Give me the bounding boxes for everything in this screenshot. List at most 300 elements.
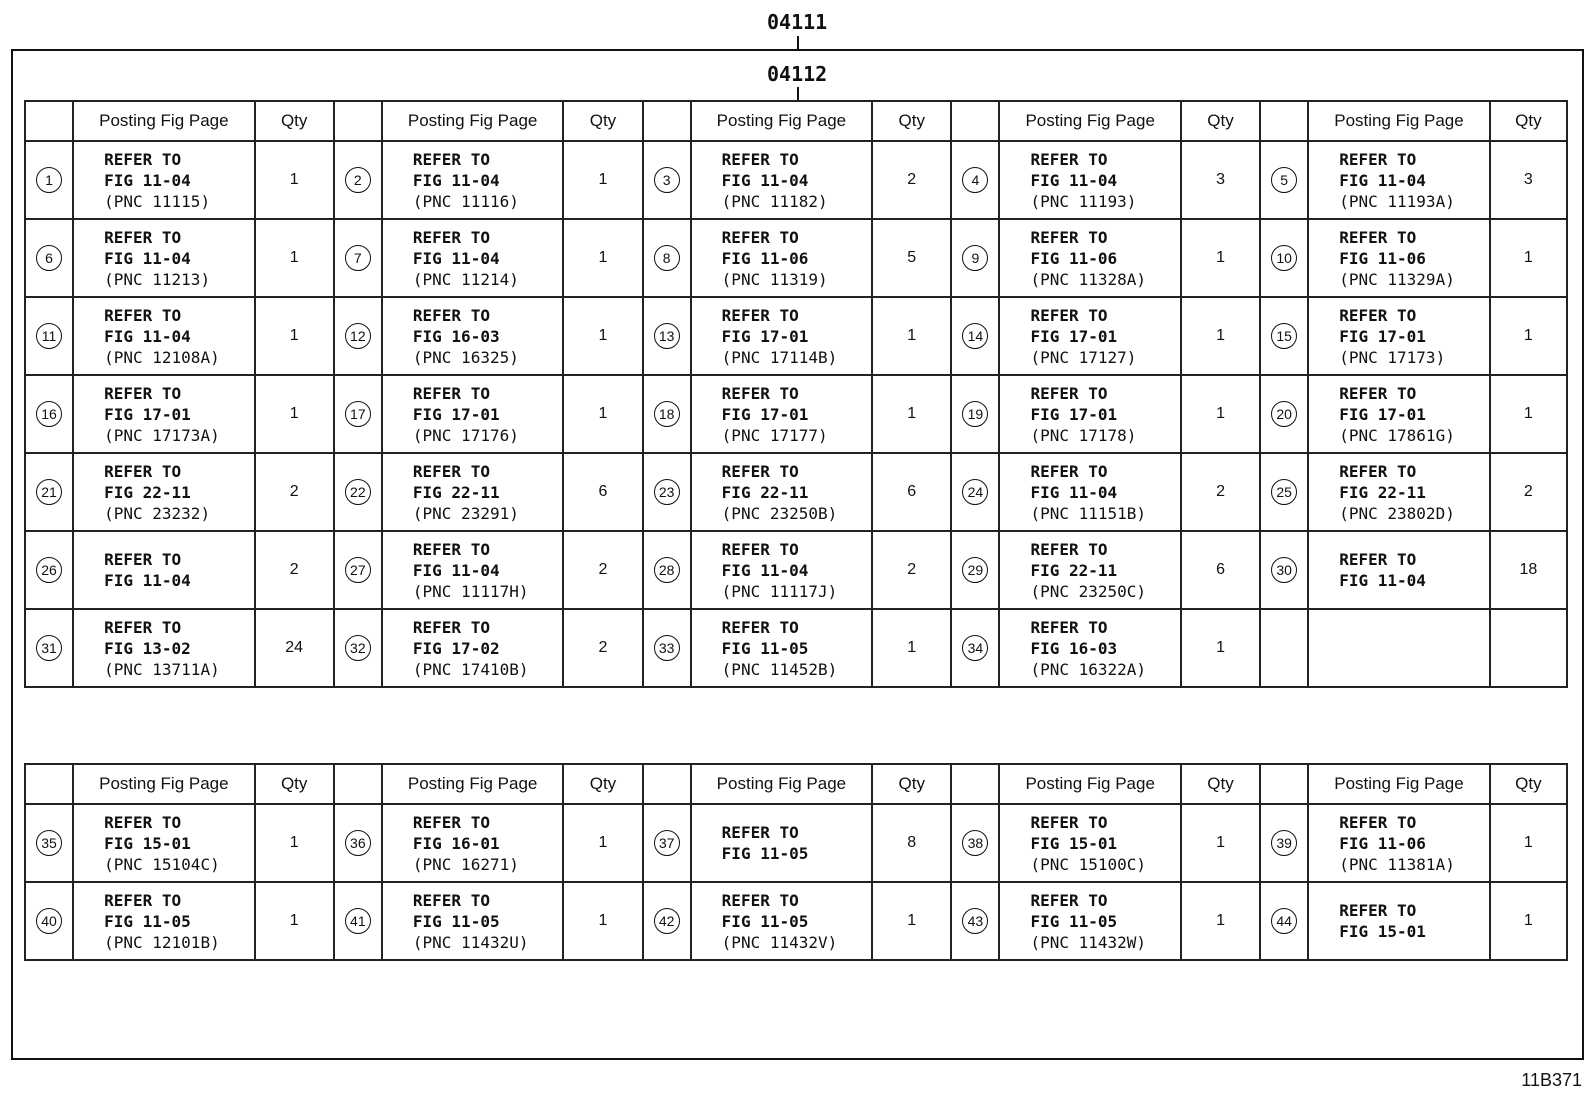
refer-to-text: REFER TO [1339,383,1417,403]
leader-line-04111 [797,36,799,50]
callout-cell [951,453,999,531]
table-row [25,219,1567,297]
qty-value: 2 [1490,453,1567,531]
pnc-reference: (PNC 17177) [721,425,828,445]
posting-fig-page-cell [999,609,1180,687]
callout-cell [1260,375,1308,453]
posting-fig-page-cell [73,141,254,219]
callout-cell [1260,804,1308,882]
pnc-reference: (PNC 17173A) [104,425,220,445]
posting-fig-page-cell [382,804,563,882]
callout-cell [643,375,691,453]
header-blank [25,764,73,804]
header-qty: Qty [1490,101,1567,141]
callout-number: 26 [36,557,62,583]
fig-reference: FIG 11-04 [721,560,809,580]
callout-cell [1260,609,1308,687]
callout-cell [25,375,73,453]
callout-cell [643,297,691,375]
callout-cell [1260,219,1308,297]
fig-reference: FIG 11-04 [1339,170,1426,190]
qty-value: 1 [255,297,334,375]
pnc-reference: (PNC 11117J) [721,581,838,601]
header-qty: Qty [872,764,951,804]
callout-number: 42 [654,908,680,934]
header-qty: Qty [255,764,334,804]
refer-to-text: REFER TO [1339,461,1417,481]
refer-to-text: REFER TO [721,617,799,637]
qty-value: 1 [563,141,642,219]
qty-value: 1 [1490,804,1567,882]
header-posting-fig-page: Posting Fig Page [1308,101,1489,141]
fig-reference: FIG 15-01 [104,833,191,853]
refer-to-text: REFER TO [721,461,799,481]
fig-reference: FIG 17-02 [412,638,500,658]
pnc-reference: (PNC 11214) [412,269,519,289]
qty-value: 1 [563,219,642,297]
header-posting-fig-page: Posting Fig Page [382,101,563,141]
callout-number: 13 [654,323,680,349]
callout-number: 21 [36,479,62,505]
posting-fig-page-cell [1308,375,1489,453]
callout-cell [334,453,382,531]
callout-number: 20 [1271,401,1297,427]
posting-fig-page-cell [691,453,872,531]
fig-reference: FIG 11-04 [1030,170,1118,190]
fig-reference: FIG 11-05 [721,844,809,863]
posting-fig-page-cell [1308,453,1489,531]
table-row [25,531,1567,609]
callout-number: 15 [1271,323,1297,349]
qty-value: 18 [1490,531,1567,609]
callout-cell [1260,531,1308,609]
qty-value: 1 [255,882,334,960]
fig-reference: FIG 11-05 [1030,911,1118,931]
pnc-reference: (PNC 11117H) [412,581,529,601]
refer-to-text: REFER TO [1339,227,1417,247]
callout-number: 8 [654,245,680,271]
callout-cell [643,609,691,687]
posting-fig-page-cell [1308,804,1489,882]
refer-to-text: REFER TO [1339,305,1417,325]
header-qty: Qty [563,101,642,141]
fig-reference: FIG 11-04 [412,170,500,190]
header-posting-fig-page: Posting Fig Page [691,101,872,141]
fig-reference: FIG 11-05 [721,638,809,658]
fig-reference: FIG 11-06 [1339,248,1426,268]
posting-fig-page-cell [691,609,872,687]
pnc-reference: (PNC 11432U) [412,932,529,952]
callout-number: 17 [345,401,371,427]
callout-cell [334,141,382,219]
posting-fig-page-cell [999,141,1180,219]
qty-value: 2 [255,453,334,531]
refer-to-text: REFER TO [412,461,490,481]
refer-to-text: REFER TO [412,539,490,559]
qty-value: 1 [1181,219,1260,297]
posting-fig-page-cell [1308,882,1489,960]
refer-to-text: REFER TO [412,227,490,247]
callout-number: 37 [654,830,680,856]
callout-cell [951,375,999,453]
qty-value: 1 [1181,804,1260,882]
posting-fig-page-cell [999,219,1180,297]
qty-value: 1 [872,375,951,453]
header-blank [25,101,73,141]
table-body [25,141,1567,687]
callout-cell [951,297,999,375]
callout-cell [643,219,691,297]
callout-number: 30 [1271,557,1297,583]
table-header-row [25,101,1567,141]
qty-value: 1 [1490,219,1567,297]
header-qty: Qty [1181,101,1260,141]
fig-reference: FIG 17-01 [1339,326,1426,346]
qty-value: 2 [563,531,642,609]
callout-cell [1260,141,1308,219]
callout-cell [1260,453,1308,531]
qty-value: 1 [1490,297,1567,375]
qty-value: 24 [255,609,334,687]
callout-number: 31 [36,635,62,661]
refer-to-text: REFER TO [104,617,182,637]
callout-cell [643,141,691,219]
posting-fig-page-cell [691,375,872,453]
refer-to-text: REFER TO [412,890,490,910]
fig-reference: FIG 11-05 [104,911,191,931]
callout-cell [643,804,691,882]
posting-fig-page-cell [1308,297,1489,375]
posting-fig-page-cell [382,609,563,687]
callout-cell [951,219,999,297]
pnc-reference: (PNC 17114B) [721,347,838,367]
pnc-reference: (PNC 17178) [1030,425,1137,445]
refer-to-text: REFER TO [721,149,799,169]
callout-cell [25,453,73,531]
table-row [25,141,1567,219]
posting-fig-page-cell [999,297,1180,375]
qty-value: 2 [255,531,334,609]
callout-number: 9 [962,245,988,271]
pnc-reference: (PNC 11319) [721,269,828,289]
fig-reference: FIG 22-11 [104,482,191,502]
posting-fig-page-cell [382,219,563,297]
fig-reference: FIG 11-04 [104,571,191,590]
posting-fig-page-cell [691,882,872,960]
pnc-reference: (PNC 23232) [104,503,211,523]
table-header-row [25,764,1567,804]
callout-number: 40 [36,908,62,934]
fig-reference: FIG 11-04 [104,170,191,190]
qty-value: 6 [872,453,951,531]
pnc-reference: (PNC 11193) [1030,191,1137,211]
pnc-reference: (PNC 16325) [412,347,519,367]
posting-fig-page-cell [73,804,254,882]
fig-reference: FIG 17-01 [1339,404,1426,424]
posting-fig-page-cell [999,453,1180,531]
refer-to-text: REFER TO [104,890,182,910]
qty-value: 1 [872,882,951,960]
qty-value: 3 [1181,141,1260,219]
callout-number: 23 [654,479,680,505]
qty-value: 1 [1181,882,1260,960]
refer-to-text: REFER TO [1030,227,1108,247]
qty-value: 6 [1181,531,1260,609]
posting-fig-page-cell [382,297,563,375]
posting-fig-page-cell [73,375,254,453]
pnc-reference: (PNC 16271) [412,854,519,874]
fig-reference: FIG 22-11 [721,482,809,502]
fig-reference: FIG 11-05 [412,911,500,931]
header-posting-fig-page: Posting Fig Page [1308,764,1489,804]
parts-table-secondary [24,763,1568,961]
qty-value: 6 [563,453,642,531]
posting-fig-page-cell [73,453,254,531]
pnc-reference: (PNC 11193A) [1339,191,1455,211]
pnc-reference: (PNC 11432W) [1030,932,1147,952]
table-row [25,882,1567,960]
callout-number: 3 [654,167,680,193]
callout-cell [25,219,73,297]
refer-to-text: REFER TO [1030,461,1108,481]
refer-to-text: REFER TO [1339,149,1417,169]
pnc-reference: (PNC 15104C) [104,854,220,874]
pnc-reference: (PNC 17173) [1339,347,1446,367]
callout-number: 16 [36,401,62,427]
posting-fig-page-cell [999,804,1180,882]
callout-number: 29 [962,557,988,583]
callout-number: 27 [345,557,371,583]
qty-value: 8 [872,804,951,882]
callout-number: 43 [962,908,988,934]
pnc-reference: (PNC 11115) [104,191,211,211]
fig-reference: FIG 11-04 [412,560,500,580]
posting-fig-page-cell [382,375,563,453]
callout-number: 39 [1271,830,1297,856]
header-posting-fig-page: Posting Fig Page [999,764,1180,804]
posting-fig-page-cell [1308,531,1489,609]
posting-fig-page-cell [691,141,872,219]
pnc-reference: (PNC 23250C) [1030,581,1147,601]
qty-value: 1 [563,804,642,882]
fig-reference: FIG 11-06 [1339,833,1426,853]
callout-number: 10 [1271,245,1297,271]
callout-cell [643,453,691,531]
refer-to-text: REFER TO [1030,539,1108,559]
callout-cell [334,375,382,453]
table-row [25,297,1567,375]
posting-fig-page-cell [73,219,254,297]
qty-value: 1 [1490,375,1567,453]
callout-number: 41 [345,908,371,934]
fig-reference: FIG 15-01 [1339,922,1426,941]
callout-cell [951,882,999,960]
callout-cell [1260,297,1308,375]
fig-reference: FIG 13-02 [104,638,191,658]
qty-value: 1 [1181,609,1260,687]
callout-cell [25,531,73,609]
callout-number: 44 [1271,908,1297,934]
posting-fig-page-cell [73,531,254,609]
table-row [25,609,1567,687]
refer-to-text: REFER TO [1030,305,1108,325]
refer-to-text: REFER TO [1339,812,1417,832]
refer-to-text: REFER TO [1339,901,1417,920]
parts-table-main [24,100,1568,688]
posting-fig-page-cell [1308,609,1489,687]
refer-to-text: REFER TO [721,305,799,325]
callout-cell [951,804,999,882]
fig-reference: FIG 11-04 [104,248,191,268]
callout-number: 32 [345,635,371,661]
qty-value: 1 [1490,882,1567,960]
callout-cell [951,531,999,609]
fig-reference: FIG 11-06 [721,248,809,268]
refer-to-text: REFER TO [412,812,490,832]
pnc-reference: (PNC 11329A) [1339,269,1455,289]
figure-id: 11B371 [1521,1070,1582,1090]
callout-cell [25,609,73,687]
posting-fig-page-cell [382,453,563,531]
refer-to-text: REFER TO [104,227,182,247]
posting-fig-page-cell [1308,141,1489,219]
callout-number: 34 [962,635,988,661]
pnc-reference: (PNC 23802D) [1339,503,1455,523]
fig-reference: FIG 11-05 [721,911,809,931]
callout-cell [951,141,999,219]
header-blank [334,101,382,141]
fig-reference: FIG 11-04 [1030,482,1118,502]
table-row [25,804,1567,882]
pnc-reference: (PNC 12101B) [104,932,220,952]
pnc-reference: (PNC 17861G) [1339,425,1455,445]
qty-value: 1 [255,804,334,882]
header-qty: Qty [1181,764,1260,804]
pnc-reference: (PNC 11381A) [1339,854,1455,874]
qty-value [1490,609,1567,687]
refer-to-text: REFER TO [1339,550,1417,569]
refer-to-text: REFER TO [1030,149,1108,169]
callout-number: 1 [36,167,62,193]
header-posting-fig-page: Posting Fig Page [999,101,1180,141]
fig-reference: FIG 11-04 [721,170,809,190]
refer-to-text: REFER TO [104,305,182,325]
pnc-reference: (PNC 15100C) [1030,854,1147,874]
callout-number: 24 [962,479,988,505]
qty-value: 1 [563,882,642,960]
header-qty: Qty [563,764,642,804]
fig-reference: FIG 17-01 [721,404,809,424]
posting-fig-page-cell [691,531,872,609]
qty-value: 5 [872,219,951,297]
header-blank [643,764,691,804]
posting-fig-page-cell [691,219,872,297]
header-posting-fig-page: Posting Fig Page [73,101,254,141]
posting-fig-page-cell [73,609,254,687]
callout-cell [25,882,73,960]
pnc-reference: (PNC 11432V) [721,932,838,952]
refer-to-text: REFER TO [1030,383,1108,403]
callout-cell [25,297,73,375]
header-qty: Qty [872,101,951,141]
pnc-reference: (PNC 11452B) [721,659,838,679]
fig-reference: FIG 17-01 [1030,404,1118,424]
refer-to-text: REFER TO [721,890,799,910]
table-body [25,804,1567,960]
qty-value: 1 [255,375,334,453]
qty-value: 2 [1181,453,1260,531]
posting-fig-page-cell [999,531,1180,609]
assembly-label-04112: 04112 [767,62,828,86]
pnc-reference: (PNC 11182) [721,191,828,211]
refer-to-text: REFER TO [412,305,490,325]
qty-value: 1 [872,297,951,375]
fig-reference: FIG 17-01 [412,404,500,424]
fig-reference: FIG 16-03 [412,326,500,346]
refer-to-text: REFER TO [721,539,799,559]
pnc-reference: (PNC 23291) [412,503,519,523]
callout-number: 5 [1271,167,1297,193]
callout-number: 4 [962,167,988,193]
pnc-reference: (PNC 11328A) [1030,269,1147,289]
refer-to-text: REFER TO [104,812,182,832]
refer-to-text: REFER TO [104,383,182,403]
refer-to-text: REFER TO [104,550,182,569]
posting-fig-page-cell [1308,219,1489,297]
posting-fig-page-cell [999,375,1180,453]
pnc-reference: (PNC 11116) [412,191,519,211]
callout-number: 36 [345,830,371,856]
callout-cell [951,609,999,687]
header-blank [1260,101,1308,141]
header-posting-fig-page: Posting Fig Page [382,764,563,804]
pnc-reference: (PNC 11151B) [1030,503,1147,523]
posting-fig-page-cell [382,141,563,219]
callout-number: 18 [654,401,680,427]
callout-number: 25 [1271,479,1297,505]
fig-reference: FIG 11-04 [412,248,500,268]
leader-line-04112 [797,87,799,101]
pnc-reference: (PNC 17410B) [412,659,529,679]
callout-number: 33 [654,635,680,661]
header-blank [643,101,691,141]
refer-to-text: REFER TO [1030,812,1108,832]
posting-fig-page-cell [999,882,1180,960]
fig-reference: FIG 11-06 [1030,248,1118,268]
table-row [25,375,1567,453]
callout-number: 19 [962,401,988,427]
refer-to-text: REFER TO [1030,617,1108,637]
callout-number: 38 [962,830,988,856]
header-blank [951,764,999,804]
callout-number: 14 [962,323,988,349]
fig-reference: FIG 17-01 [104,404,191,424]
callout-number: 22 [345,479,371,505]
callout-cell [334,609,382,687]
assembly-label-04111: 04111 [767,10,828,34]
header-posting-fig-page: Posting Fig Page [73,764,254,804]
refer-to-text: REFER TO [412,149,490,169]
callout-number: 28 [654,557,680,583]
callout-number: 12 [345,323,371,349]
header-blank [1260,764,1308,804]
qty-value: 2 [872,141,951,219]
posting-fig-page-cell [73,882,254,960]
qty-value: 2 [872,531,951,609]
refer-to-text: REFER TO [721,383,799,403]
qty-value: 2 [563,609,642,687]
qty-value: 1 [872,609,951,687]
